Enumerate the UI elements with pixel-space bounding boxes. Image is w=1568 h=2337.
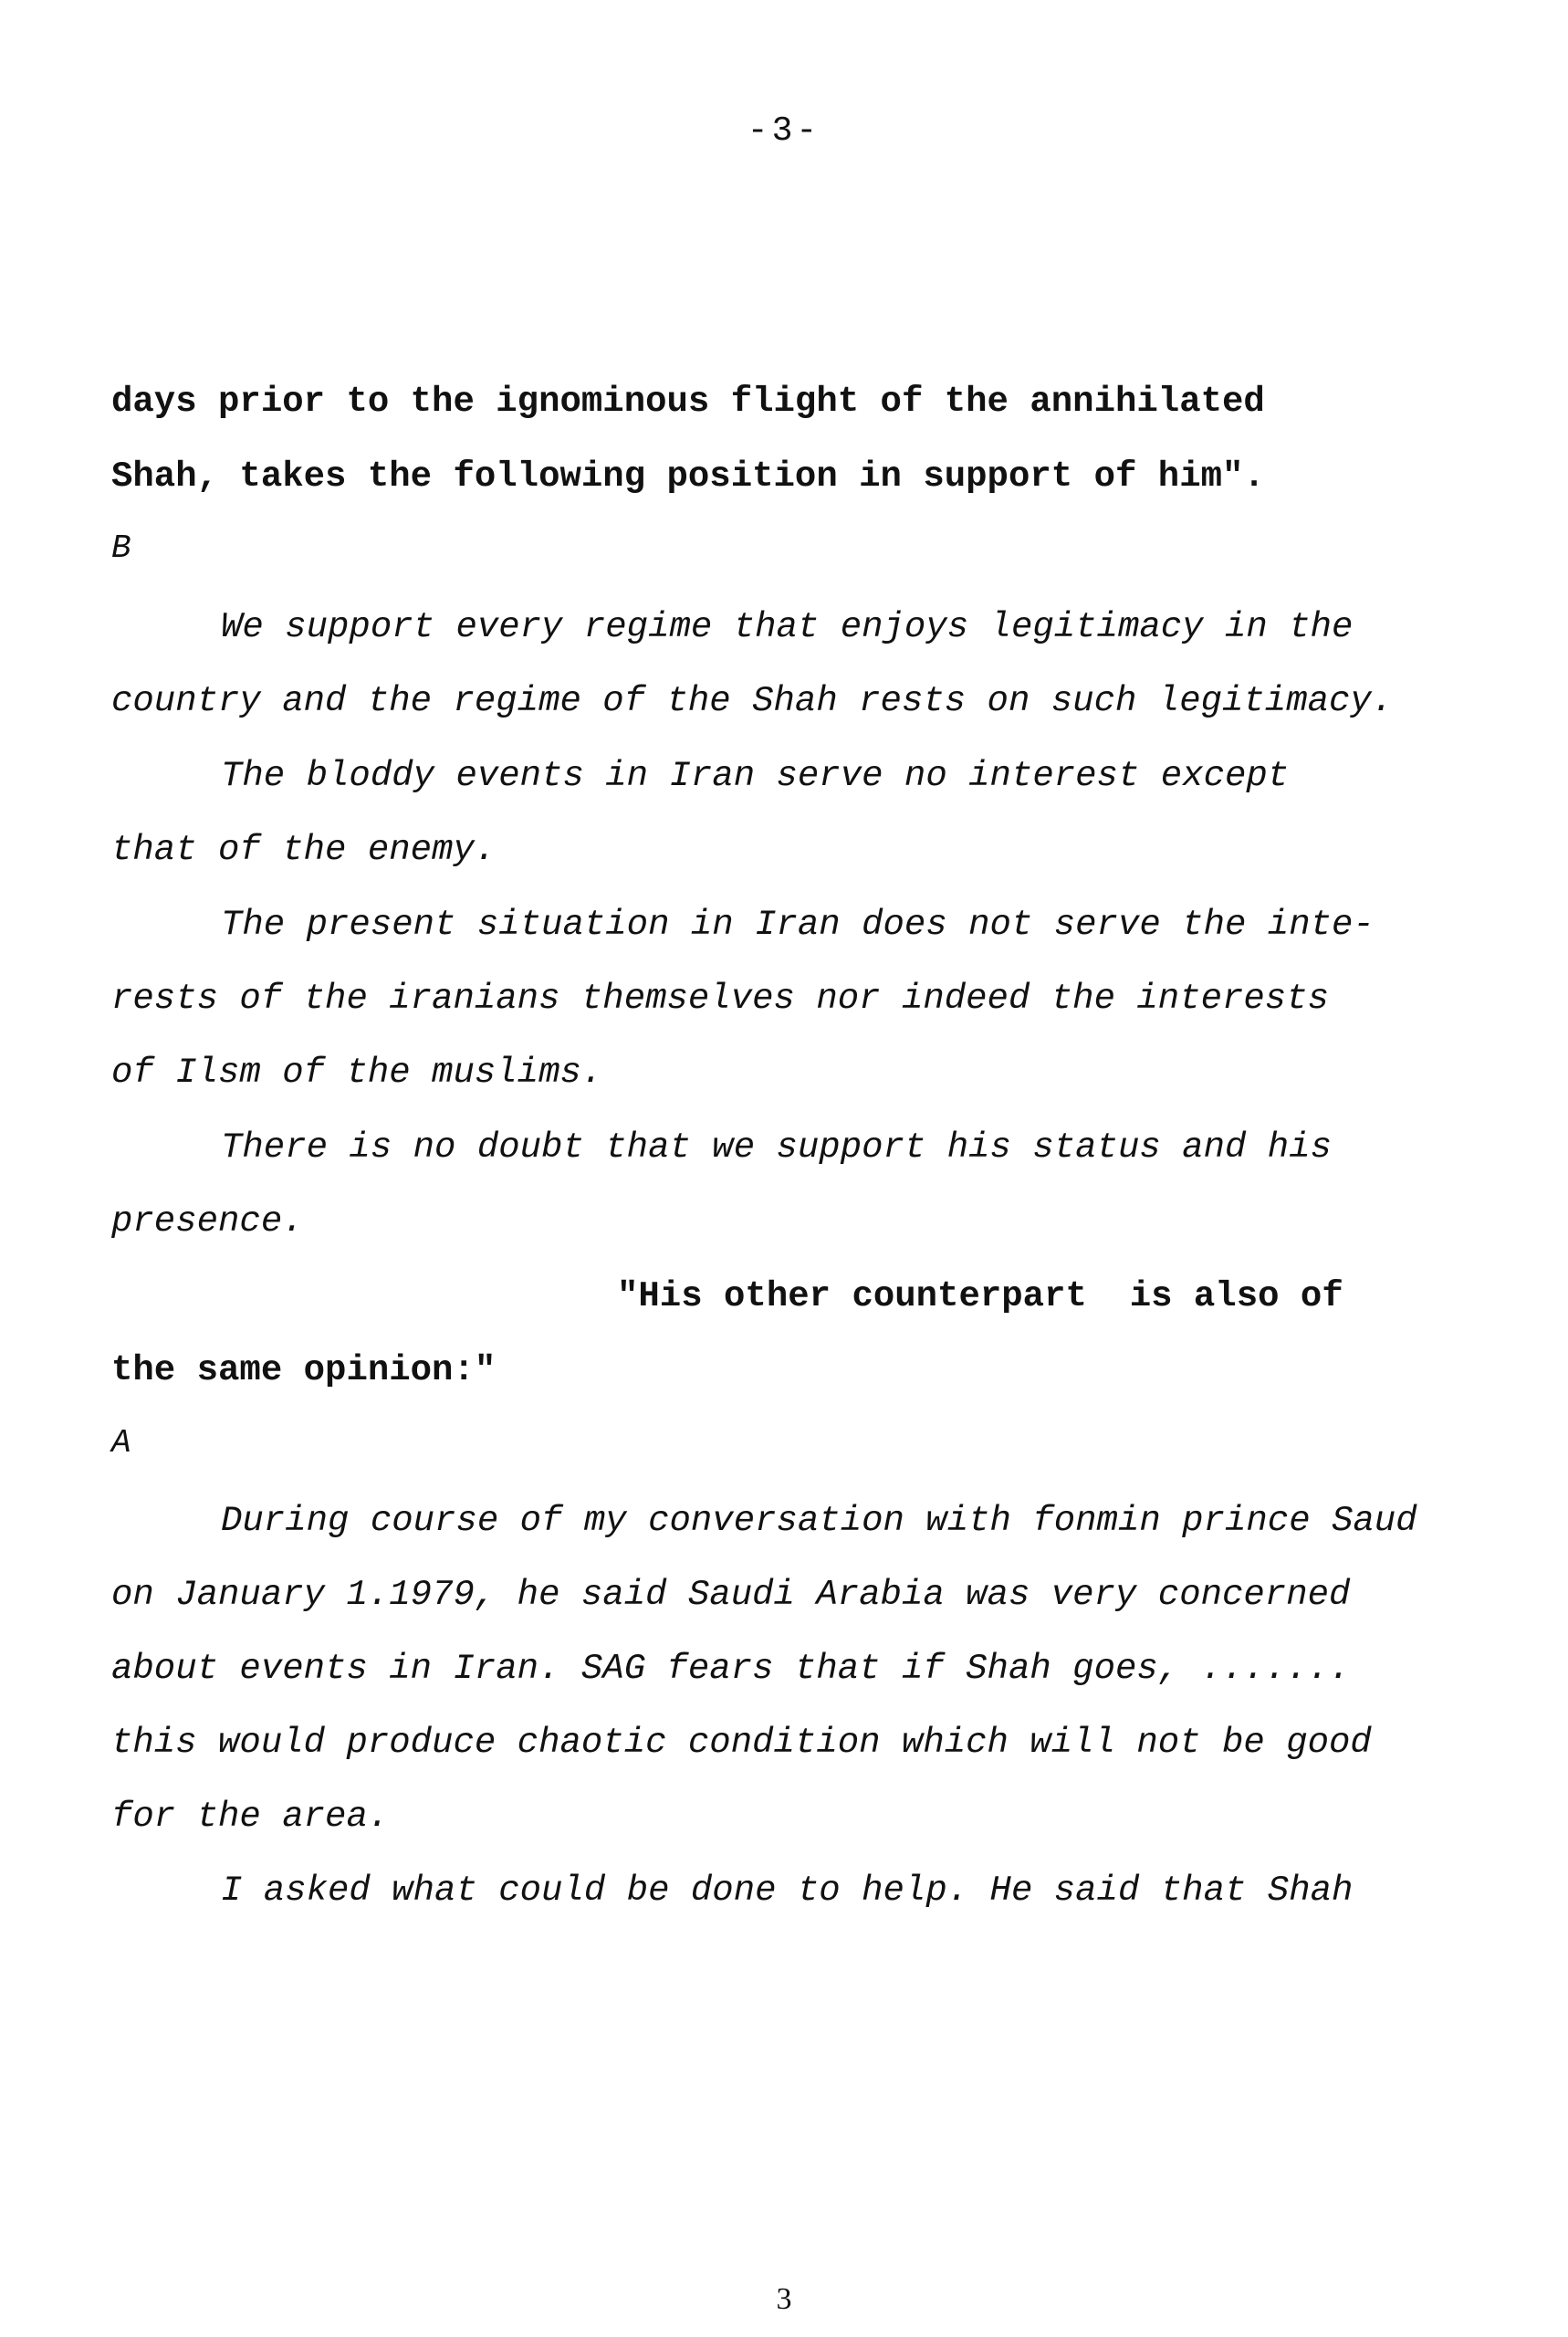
- quote-line: on January 1.1979, he said Saudi Arabia was very concerned: [111, 1575, 1351, 1615]
- quote-line: The present situation in Iran does not serve the inte-: [221, 905, 1375, 945]
- counterpart-line: the same opinion:": [111, 1350, 497, 1390]
- quote-line: that of the enemy.: [111, 830, 497, 870]
- section-mark-b: B: [111, 529, 131, 567]
- counterpart-line: "His other counterpart is also of: [617, 1276, 1343, 1316]
- quote-line: We support every regime that enjoys legitimacy in the: [221, 607, 1354, 647]
- quote-line: about events in Iran. SAG fears that if Shah goes, .......: [111, 1649, 1351, 1689]
- quote-line: of Ilsm of the muslims.: [111, 1053, 603, 1093]
- quote-line: During course of my conversation with fonmin prince Saud: [221, 1501, 1417, 1541]
- quote-line: presence.: [111, 1201, 304, 1242]
- quote-line: rests of the iranians themselves nor indeed the interests: [111, 979, 1330, 1019]
- quote-line: The bloddy events in Iran serve no interest except: [221, 756, 1290, 796]
- section-mark-a: A: [111, 1424, 131, 1462]
- page-footer: 3: [776, 2282, 792, 2316]
- quote-line: this would produce chaotic condition which will not be good: [111, 1723, 1372, 1763]
- intro-line: days prior to the ignominous flight of the annihilated: [111, 382, 1265, 422]
- quote-line: for the area.: [111, 1797, 390, 1837]
- intro-line: Shah, takes the following position in support of him".: [111, 456, 1265, 497]
- quote-line: There is no doubt that we support his status and his: [221, 1127, 1332, 1168]
- quote-line: country and the regime of the Shah rests on such legitimacy.: [111, 681, 1394, 721]
- quote-line: I asked what could be done to help. He said that Shah: [221, 1871, 1354, 1911]
- page-header: -3-: [747, 111, 821, 151]
